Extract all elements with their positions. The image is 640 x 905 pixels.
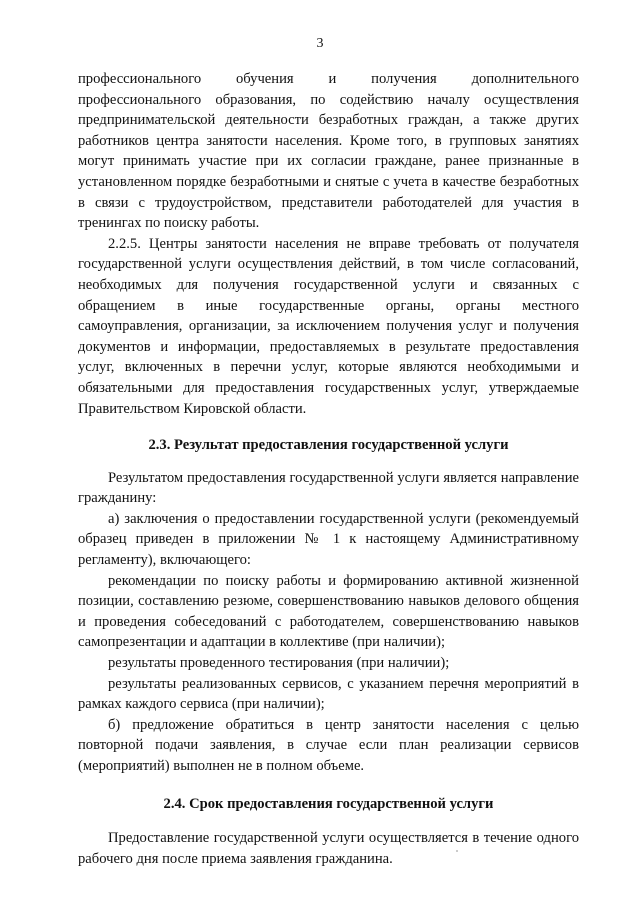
paragraph-item-b: б) предложение обратиться в центр занятости населения с целью повторной подачи заявления, в случае если план реализации сервисов (мероприятий) выполнен не в полном объеме. — [78, 716, 579, 774]
section-heading-2-4: 2.4. Срок предоставления государственной услуги — [163, 795, 494, 812]
section-heading-2-3: 2.3. Результат предоставления государственной услуги — [148, 437, 509, 454]
paragraph-recommendations: рекомендации по поиску работы и формированию активной жизненной позиции, составлению резюме, совершенствованию навыков делового общения и проведения собеседований с работодателем, совершенствованию навыков самопрезентации и адаптации в коллективе (при наличии); — [78, 572, 579, 651]
document-body — [78, 69, 579, 869]
paragraph-continuation: профессионального обучения и получения дополнительного профессионального образования, по содействию началу осуществления предпринимательской деятельности безработных граждан, а также других работников центра занятости населения. Кроме того, в групповых занятиях могут принимать участие при их согласии граждане, ранее признанные в установленном порядке безработными и снятые с учета в качестве безработных в связи с трудоустройством, представители работодателей для участия в тренингах по поиску работы. — [78, 71, 579, 232]
page-number: 3 — [316, 36, 324, 51]
paragraph-item-a: а) заключения о предоставлении государственной услуги (рекомендуемый образец приведен в приложении № 1 к настоящему Административному регламенту), включающего: — [78, 510, 579, 569]
scan-speck — [456, 850, 458, 852]
paragraph-result-intro: Результатом предоставления государственной услуги является направление гражданину: — [78, 469, 579, 507]
paragraph-2-2-5: 2.2.5. Центры занятости населения не вправе требовать от получателя государственной услуги осуществления действий, в том числе согласований, необходимых для получения государственной услуги и связанных с обращением в иные государственные органы, органы местного самоуправления, организации, за исключением получения услуг и получения документов и информации, предоставляемых в результате предоставления услуг, включенных в перечни услуг, которые являются необходимыми и обязательными для предоставления государственных услуг, утверждаемые Правительством Кировской области. — [78, 235, 579, 417]
paragraph-testing-results: результаты проведенного тестирования (при наличии); — [108, 655, 450, 672]
paragraph-term: Предоставление государственной услуги осуществляется в течение одного рабочего дня после приема заявления гражданина. — [78, 830, 579, 867]
paragraph-services-results: результаты реализованных сервисов, с указанием перечня мероприятий в рамках каждого сервиса (при наличии); — [78, 675, 579, 713]
